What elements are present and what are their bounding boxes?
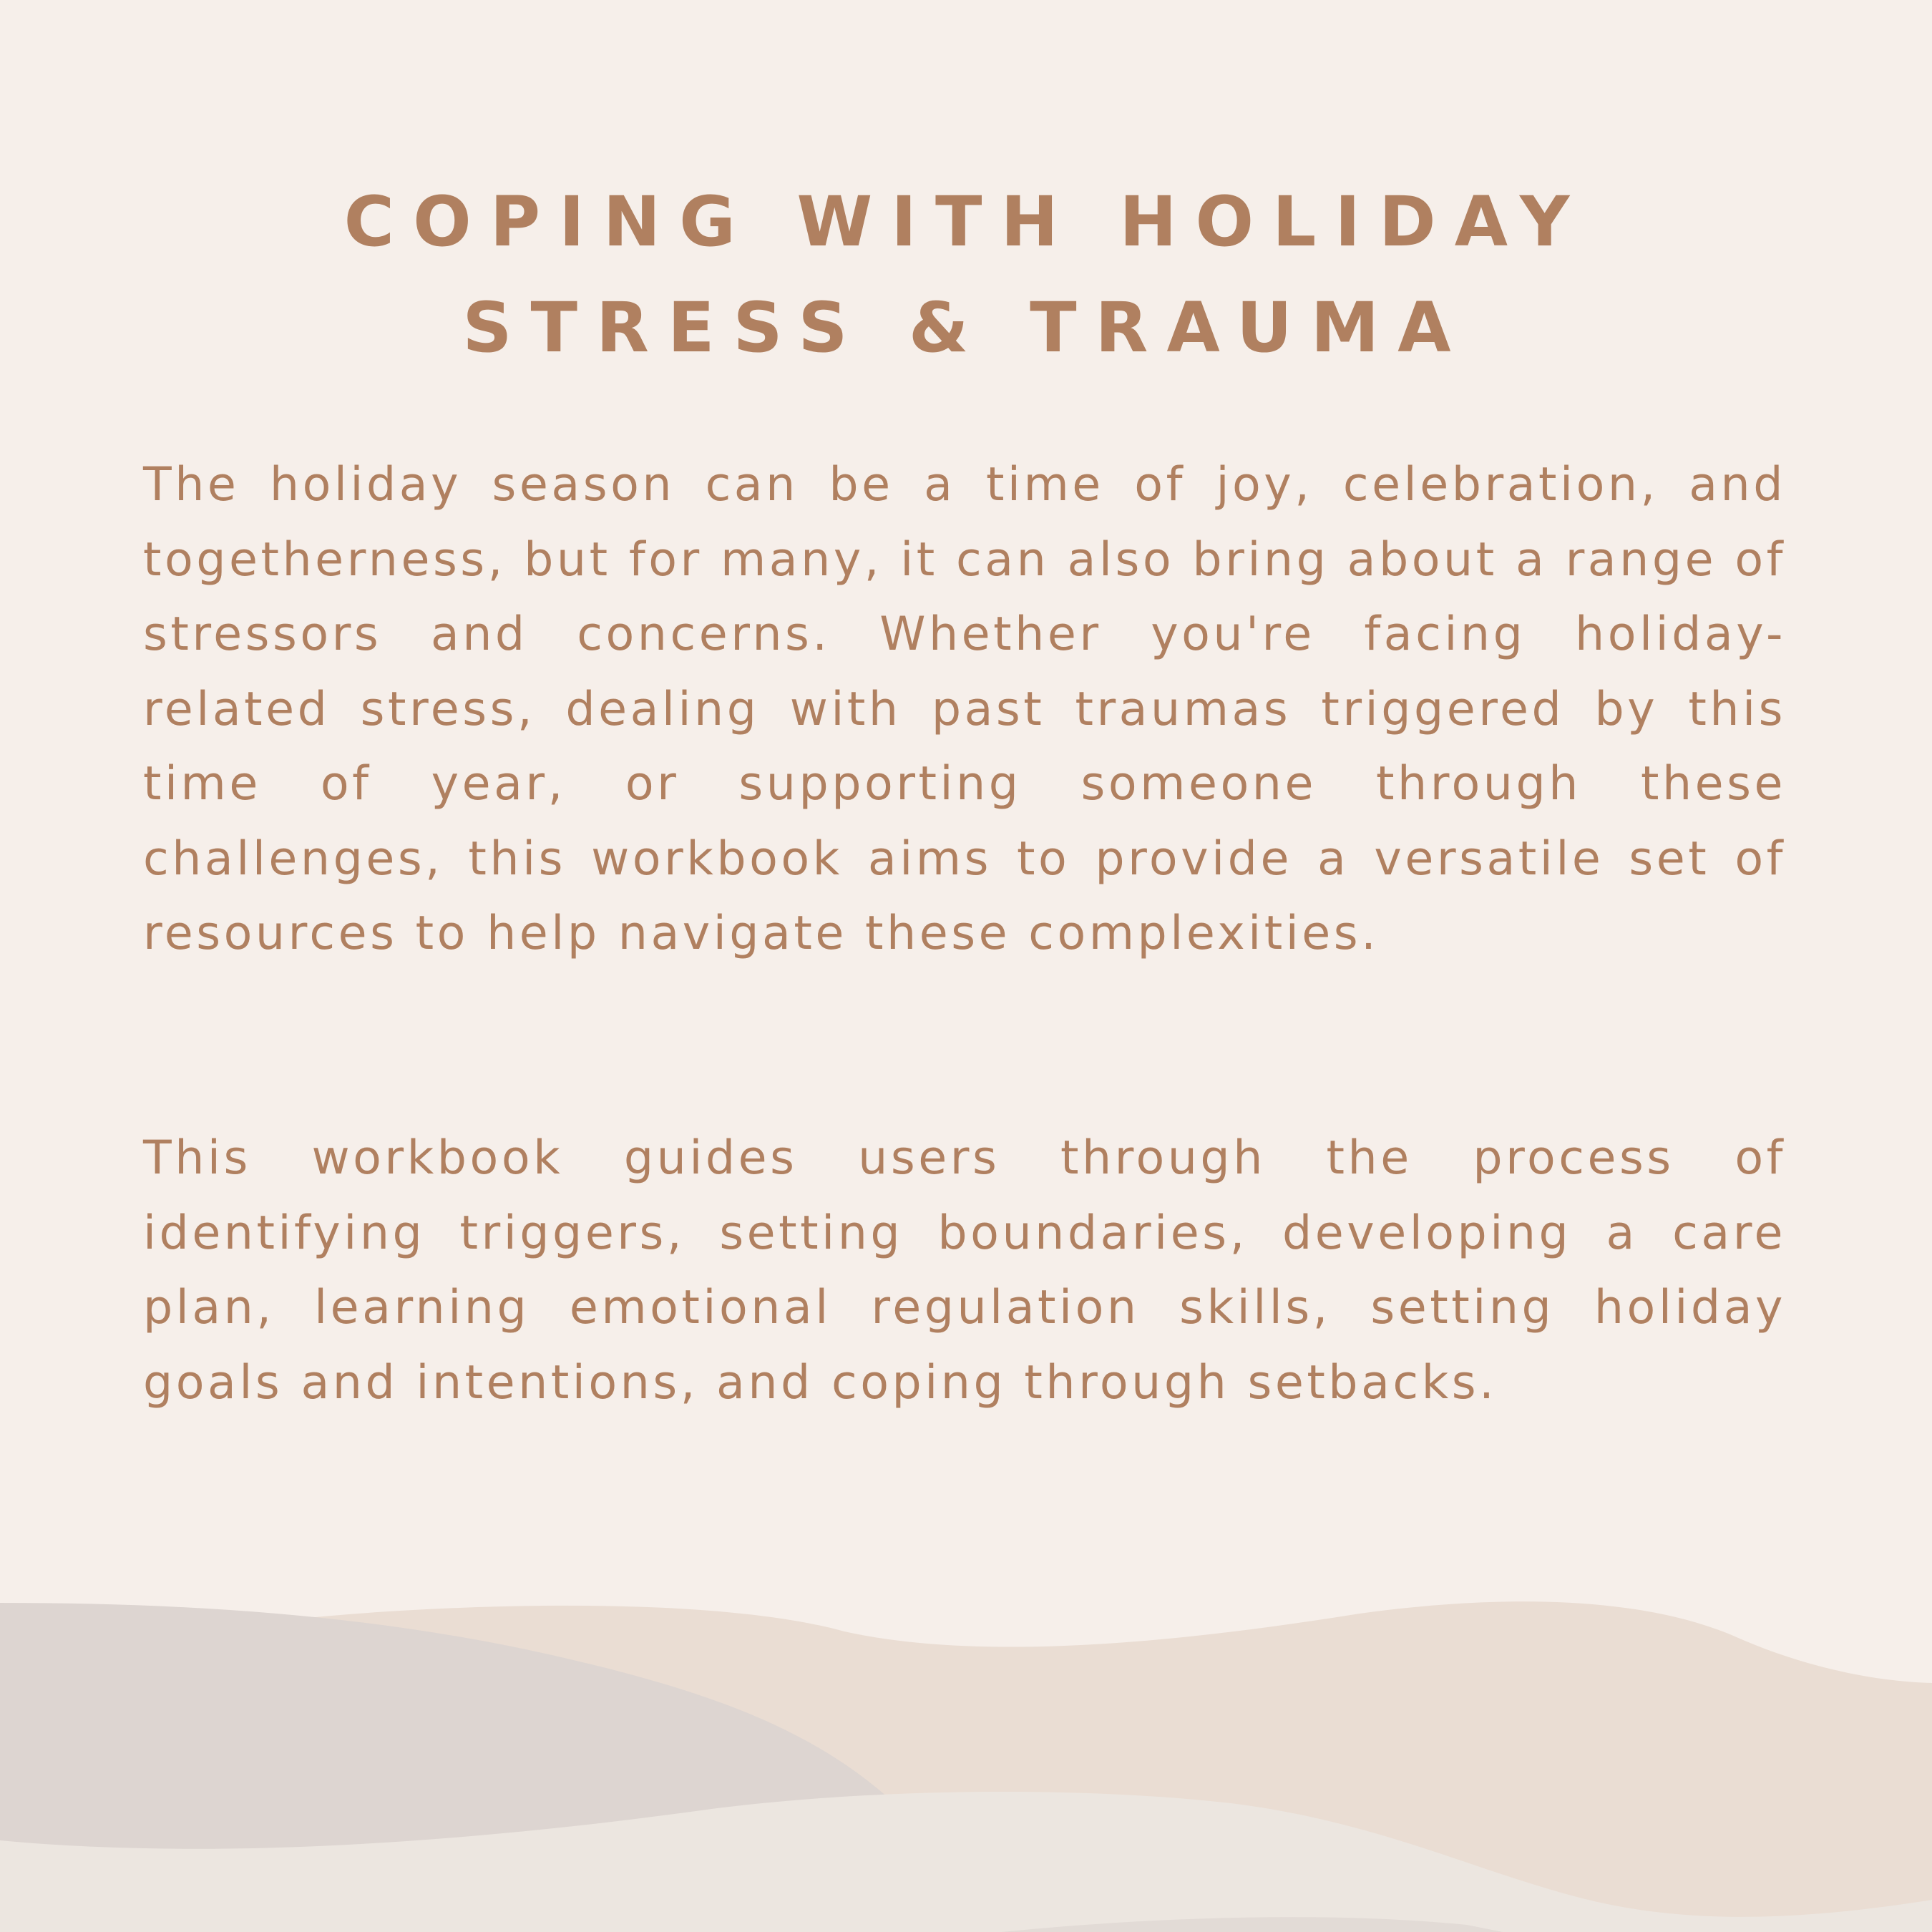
decorative-waves (0, 1560, 1932, 1932)
page-title (0, 169, 1932, 381)
workbook-description-paragraph: This workbook guides users through the process of identifying triggers, setting boundaries, developing a care plan, learning emotional regulation skills, setting holiday goals and intentions, and coping through setbacks. (143, 1131, 1786, 1410)
title-line-2: STRESS & TRAUMA (462, 288, 1470, 368)
title-line-1: COPING WITH HOLIDAY (343, 182, 1589, 262)
intro-paragraph: The holiday season can be a time of joy, celebration, and togetherness, but for many, it can also bring about a range of stressors and concerns. Whether you're facing holiday-related stress, dealing with past traumas triggered by this time of year, or supporting someone through these challenges, this workbook aims to provide a versatile set of resources to help navigate these complexities. (143, 458, 1786, 960)
